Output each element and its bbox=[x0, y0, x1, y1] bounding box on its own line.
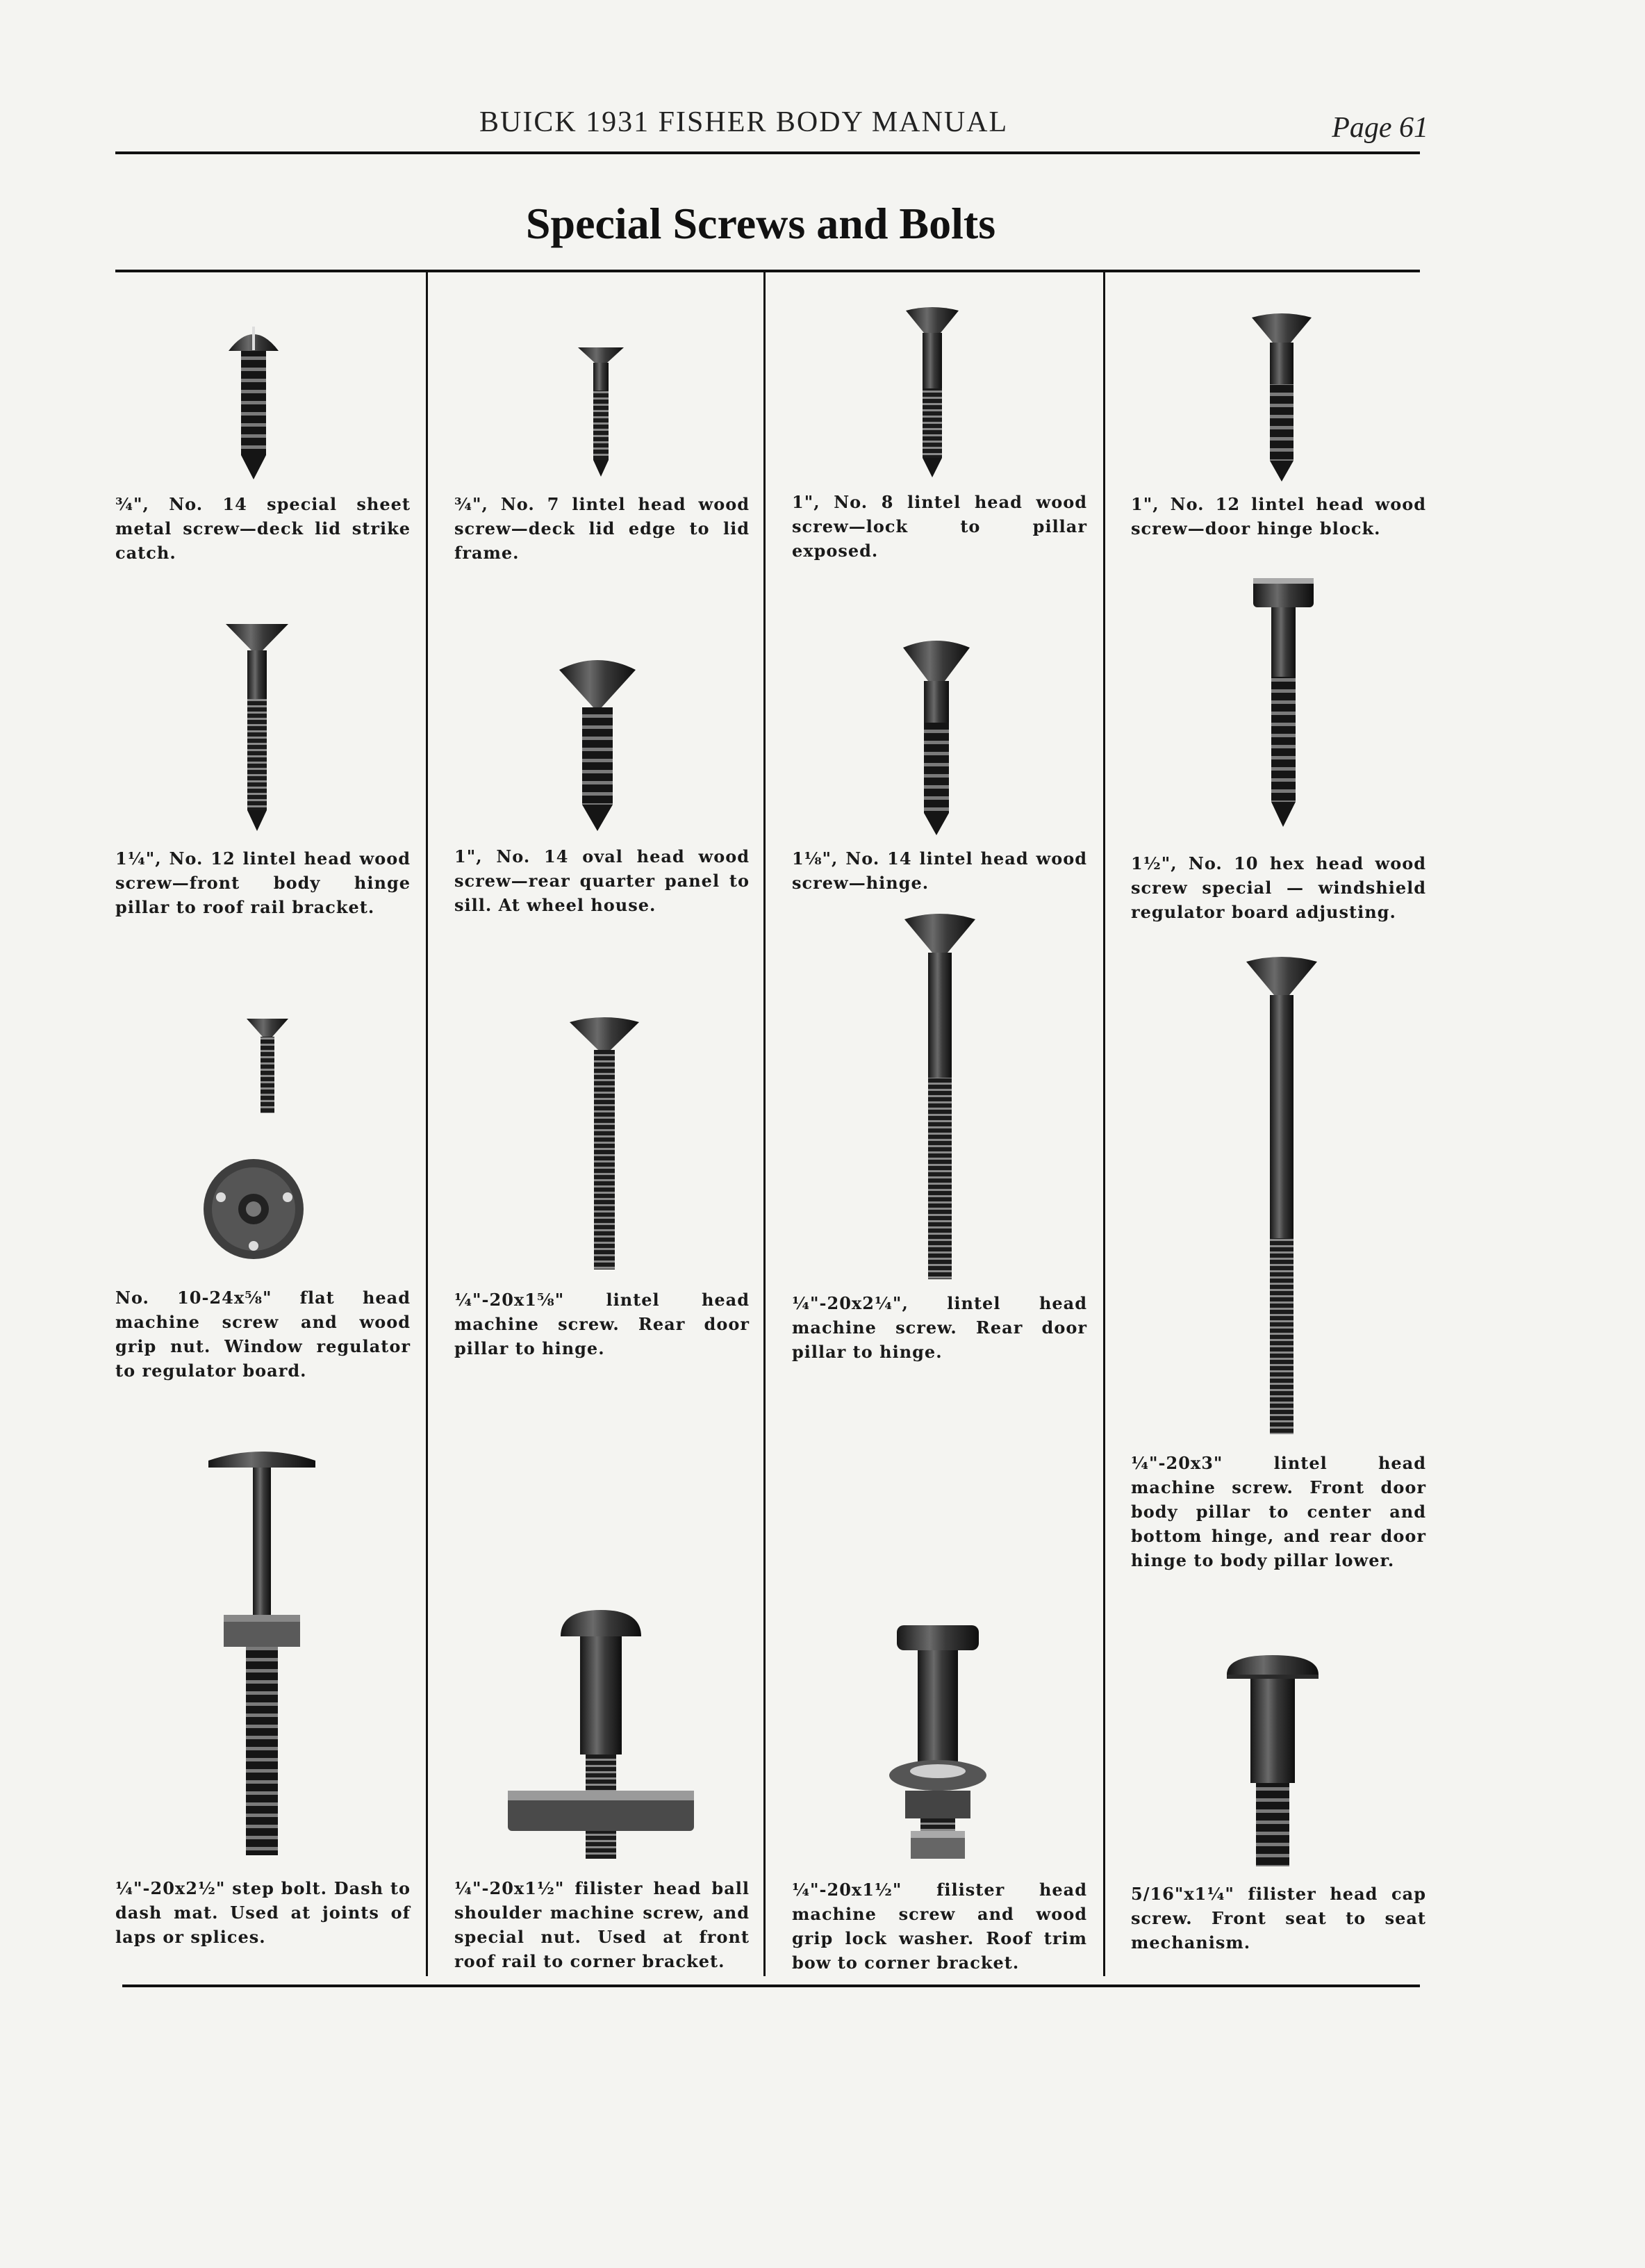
lintel-machine-screw-2-1-4-image bbox=[902, 914, 978, 1282]
caption-c3r3: ¼"-20x2¼", lintel head machine screw. Rear door pillar to hinge. bbox=[792, 1293, 1087, 1362]
caption-c3r2: 1⅛", No. 14 lintel head wood screw—hinge. bbox=[792, 848, 1087, 893]
caption-c1r3: No. 10-24x⅝" flat head machine screw and wood grip nut. Window regulator to regulator board. bbox=[115, 1288, 411, 1381]
caption-c4r3: ¼"-20x3" lintel head machine screw. Front door body pillar to center and bottom hinge, and rear door hinge to body pillar lower. bbox=[1131, 1453, 1426, 1570]
column-divider-2 bbox=[763, 272, 766, 1976]
page-number: Page 61 bbox=[1332, 112, 1428, 144]
caption-c1r2: 1¼", No. 12 lintel head wood screw—front body hinge pillar to roof rail bracket. bbox=[115, 848, 411, 917]
column-divider-3 bbox=[1103, 272, 1105, 1976]
lintel-wood-screw-door-hinge-image bbox=[1250, 315, 1313, 483]
caption-c1r4: ¼"-20x2½" step bolt. Dash to dash mat. Used at joints of laps or splices. bbox=[115, 1878, 411, 1947]
page-title: Special Screws and Bolts bbox=[525, 199, 996, 248]
caption-c3r4: ¼"-20x1½" filister head machine screw and wood grip lock washer. Roof trim bow to corner bracket. bbox=[792, 1880, 1087, 1973]
caption-c4r2: 1½", No. 10 hex head wood screw special — windshield regulator board adjusting. bbox=[1131, 853, 1426, 922]
lintel-head-wood-screw-image bbox=[222, 624, 292, 832]
lintel-machine-screw-3-image bbox=[1243, 958, 1320, 1437]
bottom-rule bbox=[122, 1984, 1420, 1987]
flat-head-machine-screw-image bbox=[243, 1019, 292, 1116]
header-rule bbox=[115, 151, 1420, 154]
filister-ball-shoulder-screw-image bbox=[504, 1609, 698, 1866]
lintel-machine-screw-1-5-8-image bbox=[566, 1017, 643, 1274]
caption-c2r3: ¼"-20x1⅝" lintel head machine screw. Rear door pillar to hinge. bbox=[454, 1290, 750, 1358]
caption-c2r4: ¼"-20x1½" filister head ball shoulder machine screw, and special nut. Used at front roof rail to corner bracket. bbox=[454, 1878, 750, 1971]
caption-c4r1: 1", No. 12 lintel head wood screw—door hinge block. bbox=[1131, 494, 1426, 539]
caption-c3r1: 1", No. 8 lintel head wood screw—lock to pillar exposed. bbox=[792, 492, 1087, 561]
wood-grip-nut-image bbox=[201, 1157, 306, 1261]
filister-machine-screw-washer-image bbox=[886, 1622, 990, 1866]
step-bolt-image bbox=[203, 1447, 321, 1864]
column-divider-1 bbox=[426, 272, 428, 1976]
hex-head-wood-screw-image bbox=[1250, 578, 1316, 828]
title-rule bbox=[115, 270, 1420, 272]
caption-c2r2: 1", No. 14 oval head wood screw—rear quarter panel to sill. At wheel house. bbox=[454, 846, 750, 915]
oval-head-wood-screw-image bbox=[556, 659, 639, 832]
lintel-wood-screw-1-no-8-image bbox=[904, 309, 960, 479]
header-title: BUICK 1931 FISHER BODY MANUAL bbox=[479, 106, 1009, 138]
sheet-metal-screw-image bbox=[226, 323, 281, 483]
caption-c2r1: ¾", No. 7 lintel head wood screw—deck lid edge to lid frame. bbox=[454, 494, 750, 563]
lintel-wood-screw-hinge-image bbox=[902, 641, 971, 837]
caption-c1r1: ¾", No. 14 special sheet metal screw—deck lid strike catch. bbox=[115, 494, 411, 563]
filister-head-cap-screw-image bbox=[1224, 1654, 1321, 1869]
small-lintel-wood-screw-image bbox=[577, 347, 625, 479]
caption-c4r4: 5/16"x1¼" filister head cap screw. Front seat to seat mechanism. bbox=[1131, 1884, 1426, 1953]
